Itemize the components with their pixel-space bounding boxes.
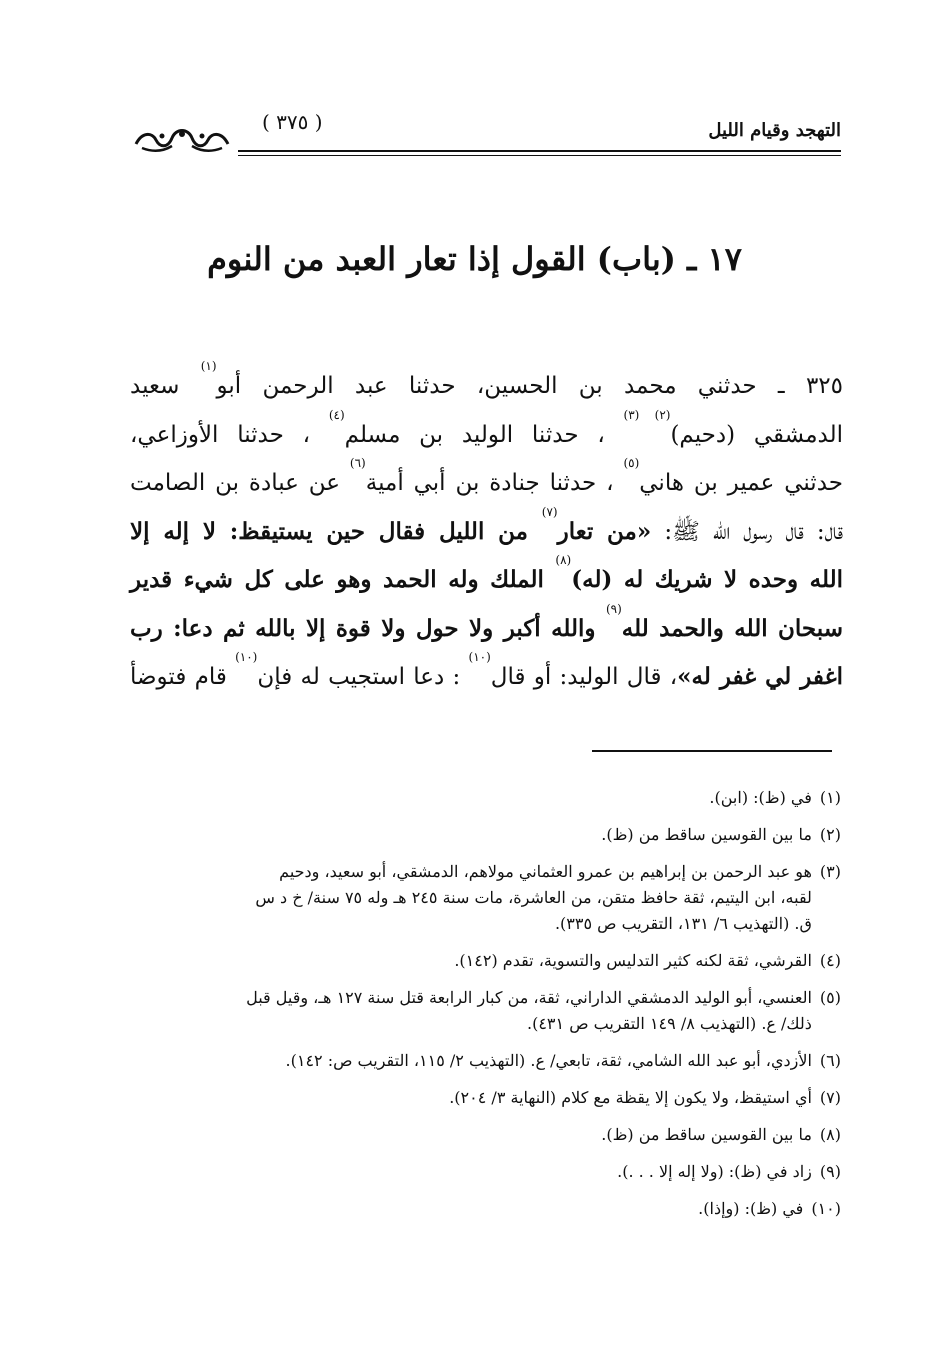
footnote-text — [128, 1048, 812, 1074]
footnote-line: ما بين القوسين ساقط من (ظ). — [601, 1125, 812, 1144]
text-line — [130, 553, 843, 605]
footnote-line: ذلك/ ع. (التهذيب ٨/ ١٤٩ التقريب ص ٤٣١). — [527, 1014, 812, 1033]
isnad-text: عن عبادة بن الصامت — [130, 470, 350, 496]
isnad-text: الدمشقي (دحيم) — [670, 421, 843, 448]
header-rule-thin — [238, 155, 841, 156]
isnad-text: ، قال الوليد: أو قال — [490, 664, 678, 690]
isnad-text: سعيد — [130, 373, 201, 399]
footnote-number: (٢) — [819, 825, 841, 844]
text-line — [130, 359, 843, 411]
hadith-text: اغفر لي غفر له» — [677, 663, 843, 690]
footnote — [128, 1048, 841, 1074]
footnote — [128, 1196, 841, 1222]
footnote-line: أي استيقظ، ولا يكون إلا يقظة مع كلام (النهاية ٣/ ٢٠٤). — [449, 1088, 812, 1107]
hadith-text: الملك وله الحمد وهو على كل شيء قدير — [130, 566, 556, 593]
footnote-marker: (٧) — [541, 504, 558, 519]
main-text — [130, 359, 843, 702]
footnote-marker: (٢) (٣) — [623, 407, 671, 422]
footnote-text — [128, 1159, 812, 1185]
footnote-text — [128, 785, 812, 811]
footnote — [128, 1159, 841, 1185]
footnote — [128, 1085, 841, 1111]
footnote-number: (٦) — [819, 1051, 841, 1070]
footnotes — [128, 785, 841, 1233]
footnote-line: ما بين القوسين ساقط من (ظ). — [601, 825, 812, 844]
footnote-number: (٤) — [819, 951, 841, 970]
footnote-text — [128, 1122, 812, 1148]
footnote-marker: (٦) — [349, 456, 366, 470]
footnote-number: (٣) — [819, 862, 841, 881]
isnad-text: ، حدثنا الأوزاعي، — [130, 421, 329, 448]
footnote-line: لقبه، ابن اليتيم، ثقة حافظ متقن، من العاشرة، مات سنة ٢٤٥ هـ وله ٧٥ سنة/ خ د س — [255, 888, 812, 907]
isnad-text: حدثني عمير بن هاني — [639, 470, 843, 496]
footnote-line: ق. (التهذيب ٦/ ١٣١، التقريب ص ٣٣٥). — [554, 914, 812, 933]
footnote-marker: (٩) — [605, 601, 622, 616]
isnad-text: قال: قال رسول الله ﷺ: — [651, 518, 843, 545]
running-title: التهجد وقيام الليل — [708, 120, 841, 141]
page-number: ( ٣٧٥ ) — [262, 110, 323, 134]
hadith-text: والله أكبر ولا حول ولا قوة إلا بالله ثم دعا: رب — [130, 614, 606, 642]
footnote-number: (٧) — [819, 1088, 841, 1107]
decorative-ornament-icon — [132, 122, 232, 156]
hadith-text: سبحان الله والحمد لله — [621, 614, 843, 642]
header-rule — [238, 150, 841, 152]
footnote-text — [128, 859, 812, 937]
footnote — [128, 1122, 841, 1148]
isnad-text: ٣٢٥ ـ حدثني محمد بن الحسين، حدثنا عبد الرحمن أبو — [216, 373, 843, 399]
footnote-line: في (ظ): (وإذا). — [698, 1199, 804, 1218]
footnote-separator — [592, 750, 832, 752]
text-line — [130, 650, 843, 702]
footnote-line: هو عبد الرحمن بن إبراهيم بن عمرو العثماني مولاهم، الدمشقي، أبو سعيد، ودحيم — [279, 862, 812, 881]
footnote-number: (١٠) — [811, 1199, 841, 1218]
text-line — [130, 504, 843, 557]
hadith-text: من الليل فقال حين يستيقظ: لا إله إلا — [130, 517, 542, 545]
footnote-text — [128, 985, 812, 1037]
footnote-marker: (١٠) — [235, 650, 258, 664]
hadith-text: «من تعار — [557, 517, 652, 545]
footnote-number: (٨) — [819, 1125, 841, 1144]
text-line — [130, 456, 843, 508]
footnote-number: (٥) — [819, 988, 841, 1007]
footnote-line: الأزدي، أبو عبد الله الشامي، ثقة، تابعي/ ع. (التهذيب ٢/ ١١٥، التقريب ص: ١٤٢). — [285, 1051, 812, 1070]
isnad-text: ، حدثنا الوليد بن مسلم — [344, 421, 624, 448]
footnote-marker: (٥) — [623, 456, 640, 470]
footnote — [128, 859, 841, 937]
footnote-text — [128, 1085, 812, 1111]
hadith-text: الله وحده لا شريك له (له) — [571, 566, 843, 593]
chapter-heading: ١٧ ـ (باب) القول إذا تعار العبد من النوم — [207, 240, 742, 278]
text-line — [130, 407, 843, 460]
text-line — [130, 601, 843, 654]
footnote-line: القرشي، ثقة لكنه كثير التدليس والتسوية، تقدم (١٤٢). — [454, 951, 812, 970]
footnote-number: (٩) — [819, 1162, 841, 1181]
footnote-text — [128, 948, 812, 974]
isnad-text: ، حدثنا جنادة بن أبي أمية — [365, 470, 624, 496]
isnad-text: قام فتوضأ — [130, 664, 236, 690]
footnote-marker: (٨) — [555, 553, 572, 567]
isnad-text: : دعا استجيب له فإن — [257, 664, 469, 690]
footnote-marker: (١) — [200, 359, 217, 373]
footnote-number: (١) — [819, 788, 841, 807]
footnote — [128, 822, 841, 848]
footnote-text — [128, 1196, 803, 1222]
footnote-line: في (ظ): (ابن). — [709, 788, 812, 807]
footnote-marker: (١٠) — [468, 650, 491, 664]
footnote-line: زاد في (ظ): (ولا إله إلا . . .). — [617, 1162, 812, 1181]
footnote-marker: (٤) — [328, 407, 345, 422]
footnote-line: العنسي، أبو الوليد الدمشقي الداراني، ثقة، من كبار الرابعة قتل سنة ١٢٧ هـ، وقيل قبل — [246, 988, 812, 1007]
footnote — [128, 785, 841, 811]
footnote — [128, 948, 841, 974]
footnote — [128, 985, 841, 1037]
footnote-text — [128, 822, 812, 848]
